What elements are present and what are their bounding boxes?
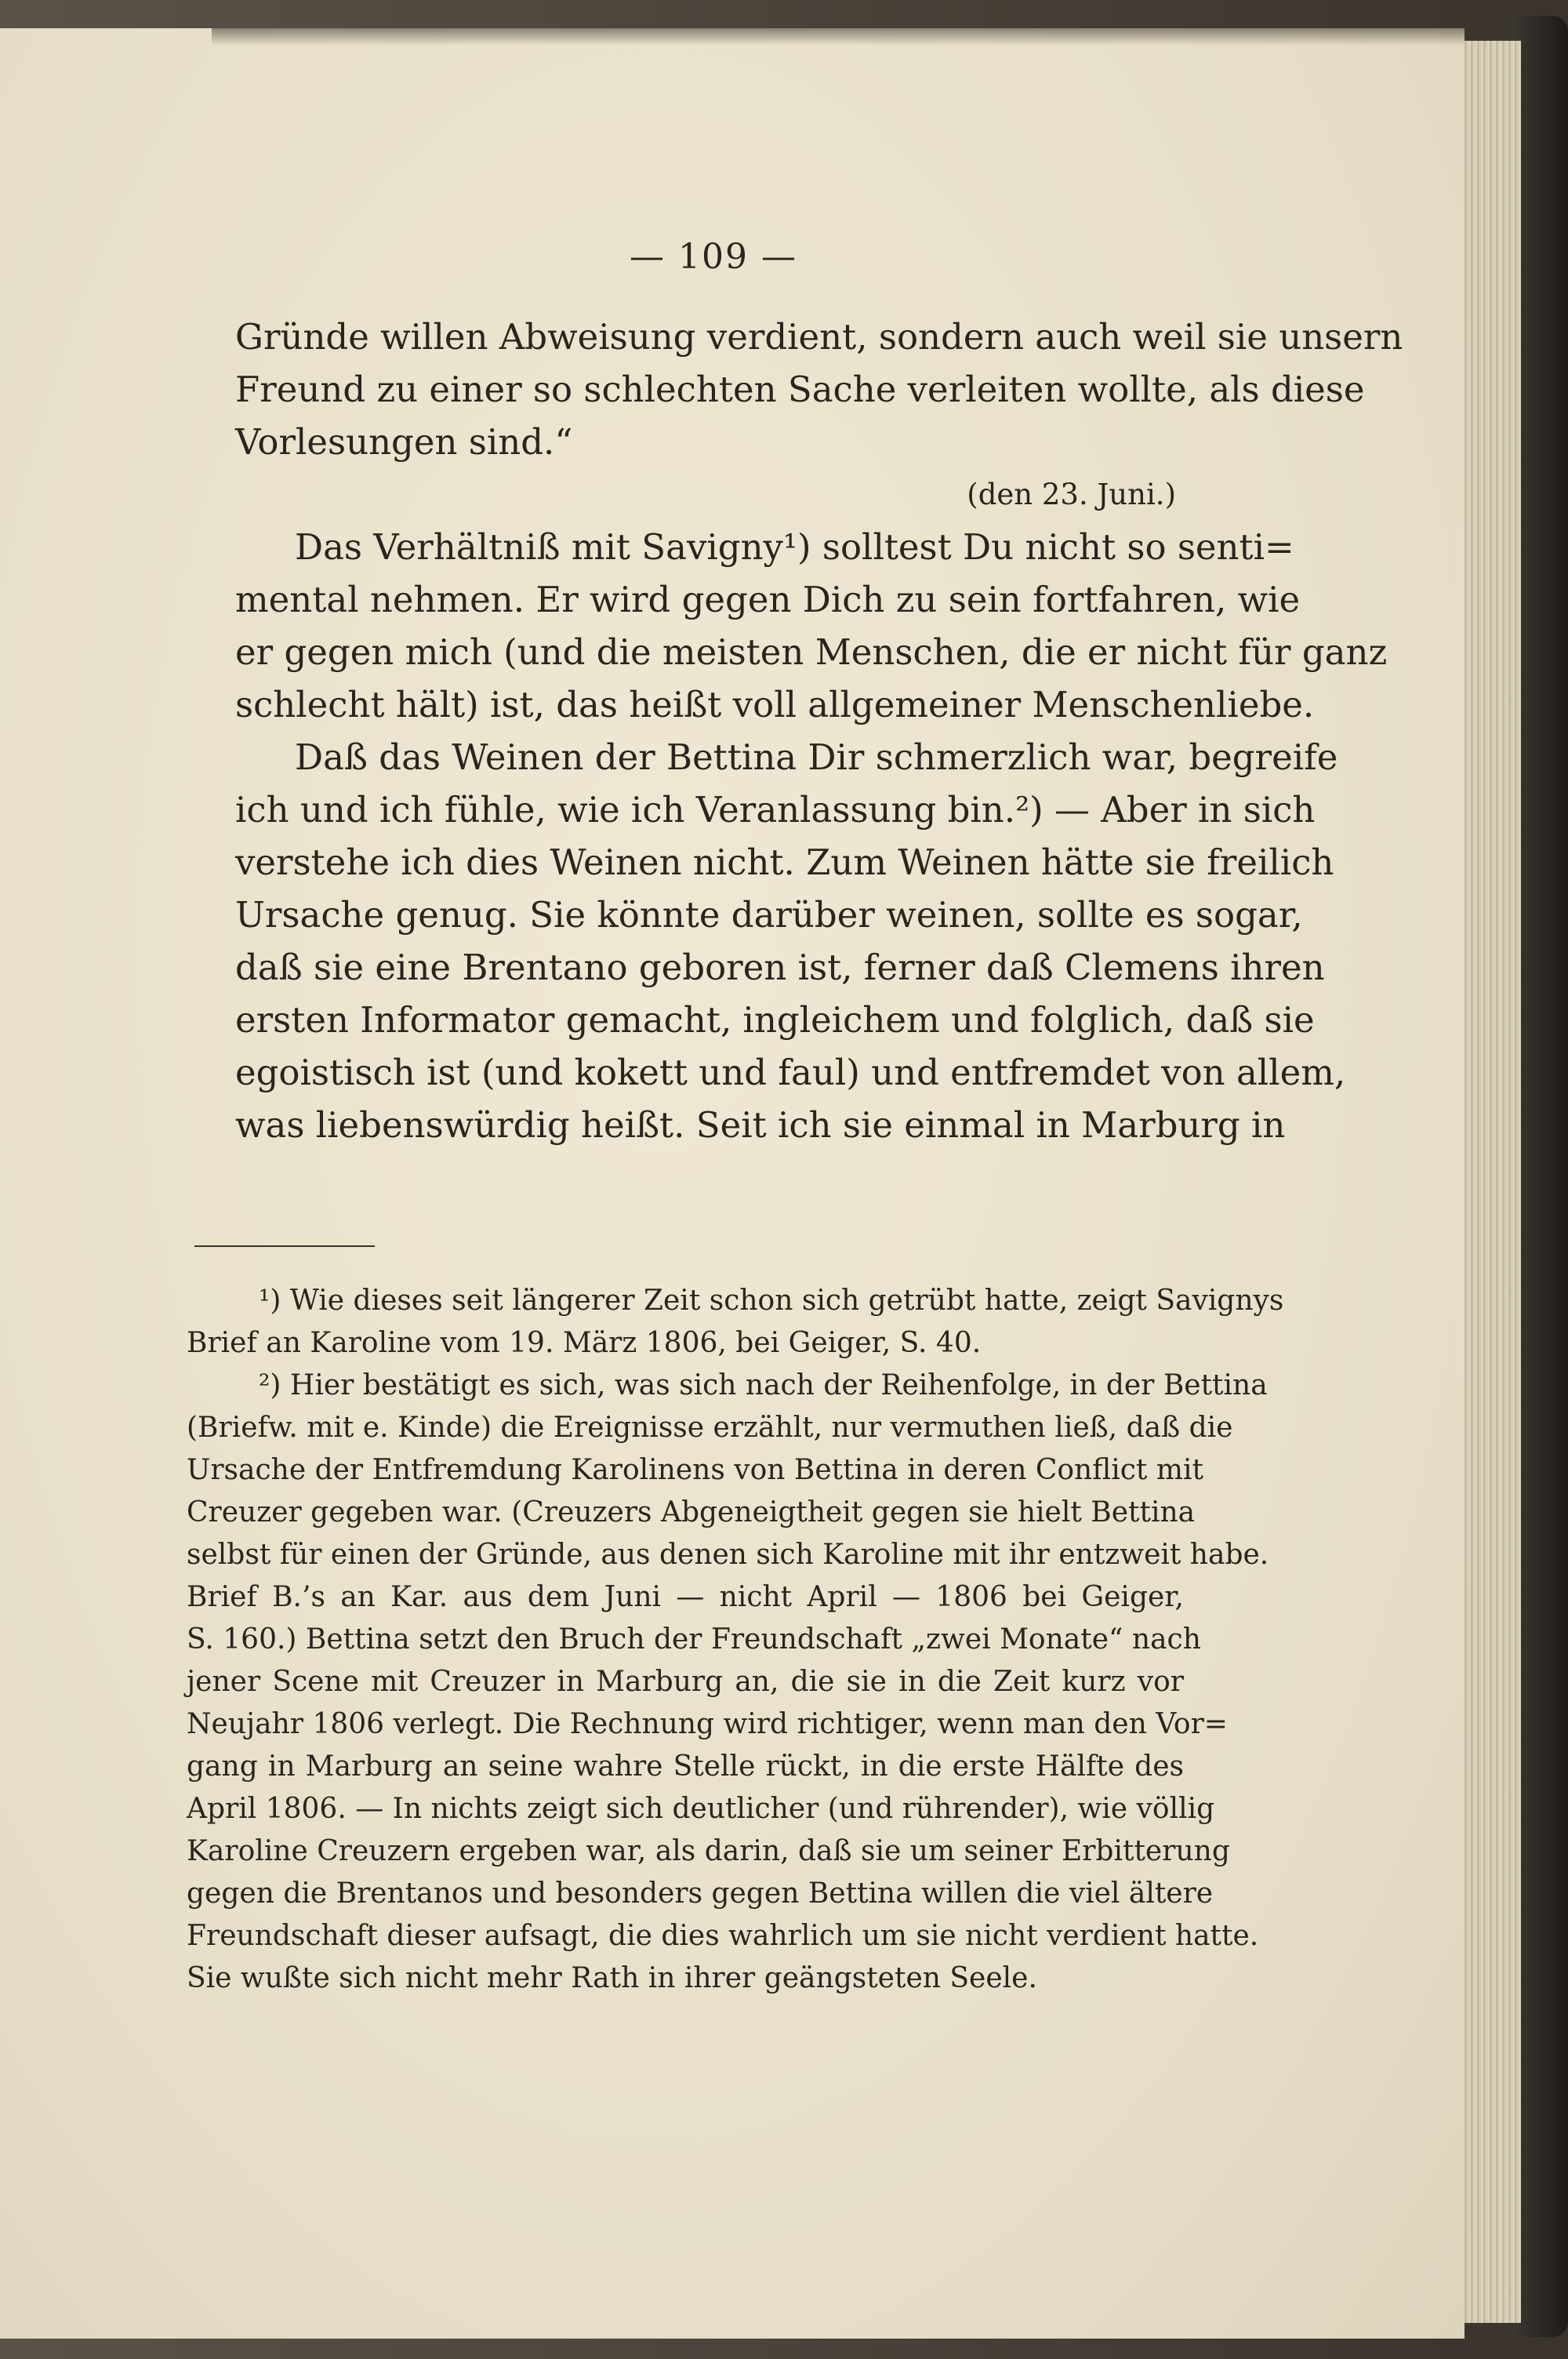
footnote-line: April 1806. — In nichts zeigt sich deutlicher (und rührender), wie völlig <box>187 1793 1215 1825</box>
text-line: Daß das Weinen der Bettina Dir schmerzlich war, begreife <box>295 736 1338 778</box>
date-line: (den 23. Juni.) <box>967 478 1176 511</box>
text-line: mental nehmen. Er wird gegen Dich zu sein fortfahren, wie <box>235 579 1301 620</box>
text-line: egoistisch ist (und kokett und faul) und entfremdet von allem, <box>235 1052 1346 1093</box>
footnote-line: selbst für einen der Gründe, aus denen sich Karoline mit ihr entzweit habe. <box>187 1539 1269 1571</box>
text-line: schlecht hält) ist, das heißt voll allgemeiner Menschenliebe. <box>235 684 1315 725</box>
footnote-line: ²) Hier bestätigt es sich, was sich nach der Reihenfolge, in der Bettina <box>259 1369 1268 1401</box>
text-line: verstehe ich dies Weinen nicht. Zum Weinen hätte sie freilich <box>235 841 1334 883</box>
footnote-line: gegen die Brentanos und besonders gegen Bettina willen die viel ältere <box>187 1877 1214 1910</box>
text-line: Vorlesungen sind.“ <box>235 421 573 463</box>
footnote-line: jener Scene mit Creuzer in Marburg an, die sie in die Zeit kurz vor <box>187 1666 1184 1698</box>
text-line: ersten Informator gemacht, ingleichem und folglich, daß sie <box>235 999 1315 1041</box>
footnote-line: gang in Marburg an seine wahre Stelle rückt, in die erste Hälfte des <box>187 1750 1184 1783</box>
text-line: was liebenswürdig heißt. Seit ich sie einmal in Marburg in <box>235 1104 1286 1146</box>
footnote-line: (Briefw. mit e. Kinde) die Ereignisse erzählt, nur vermuthen ließ, daß die <box>187 1412 1233 1444</box>
footnote-line: Neujahr 1806 verlegt. Die Rechnung wird richtiger, wenn man den Vor= <box>187 1708 1228 1740</box>
page-number: — 109 — <box>630 237 797 277</box>
text-line: Das Verhältniß mit Savigny¹) solltest Du nicht so senti= <box>295 526 1294 568</box>
footnote-line: Brief B.’s an Kar. aus dem Juni — nicht April — 1806 bei Geiger, <box>187 1581 1184 1613</box>
footnotes <box>187 1280 1284 2000</box>
footnote-line: Brief an Karoline vom 19. März 1806, bei Geiger, S. 40. <box>187 1327 982 1359</box>
text-line: er gegen mich (und die meisten Menschen, die er nicht für ganz <box>235 631 1388 673</box>
text-line: Gründe willen Abweisung verdient, sondern auch weil sie unsern <box>235 316 1403 358</box>
text-line: ich und ich fühle, wie ich Veranlassung bin.²) — Aber in sich <box>235 789 1316 831</box>
text-line: daß sie eine Brentano geboren ist, ferner daß Clemens ihren <box>235 947 1325 988</box>
book-cover-edge <box>1513 16 1568 2337</box>
footnote-line: ¹) Wie dieses seit längerer Zeit schon sich getrübt hatte, zeigt Savignys <box>259 1285 1284 1317</box>
main-text <box>235 311 1403 1151</box>
book-page <box>0 28 1465 2339</box>
footnote-line: Karoline Creuzern ergeben war, als darin, daß sie um seiner Erbitterung <box>187 1835 1230 1867</box>
footnote-line: Sie wußte sich nicht mehr Rath in ihrer geängsteten Seele. <box>187 1962 1037 1994</box>
footnote-line: S. 160.) Bettina setzt den Bruch der Freundschaft „zwei Monate“ nach <box>187 1623 1201 1656</box>
footnote-line: Ursache der Entfremdung Karolinens von Bettina in deren Conflict mit <box>187 1454 1203 1486</box>
footnote-line: Freundschaft dieser aufsagt, die dies wahrlich um sie nicht verdient hatte. <box>187 1920 1259 1952</box>
footnote-divider <box>194 1245 375 1247</box>
text-line: Ursache genug. Sie könnte darüber weinen, sollte es sogar, <box>235 894 1303 936</box>
page-shadow <box>212 28 1465 45</box>
footnote-line: Creuzer gegeben war. (Creuzers Abgeneigtheit gegen sie hielt Bettina <box>187 1496 1196 1528</box>
text-line: Freund zu einer so schlechten Sache verleiten wollte, als diese <box>235 369 1365 410</box>
